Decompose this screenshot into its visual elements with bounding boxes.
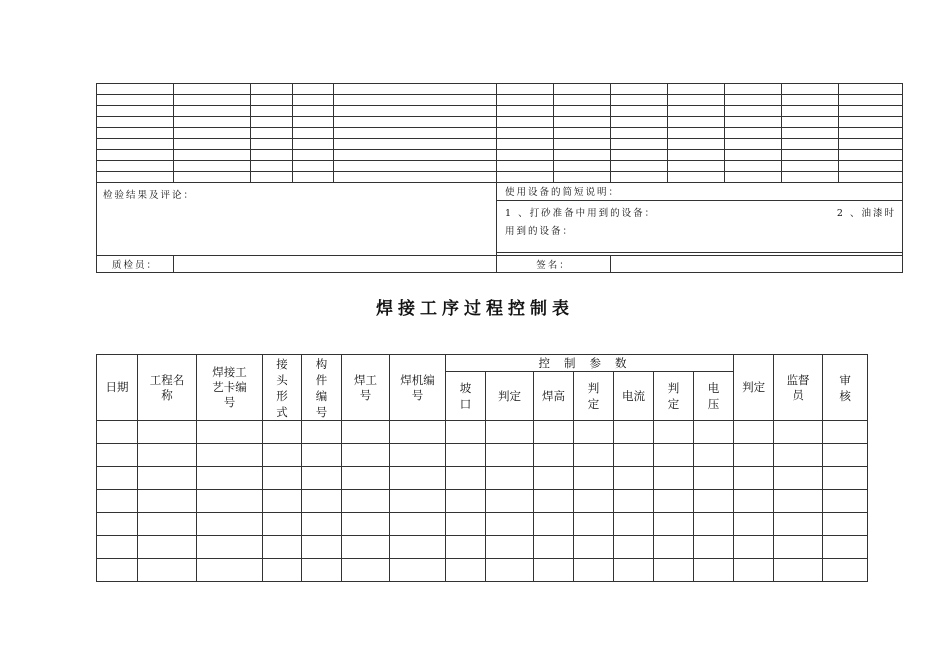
header-wps-no bbox=[197, 355, 263, 421]
subheader-judge-3 bbox=[654, 372, 694, 421]
header-part-no bbox=[302, 355, 342, 421]
header-judge-label: 判定 bbox=[742, 380, 766, 394]
table-row bbox=[97, 490, 868, 513]
header-project-name bbox=[138, 355, 197, 421]
header-welder-no bbox=[342, 355, 390, 421]
table-row bbox=[97, 513, 868, 536]
welding-process-control-table bbox=[96, 354, 868, 582]
header-review bbox=[823, 355, 868, 421]
blank-row bbox=[97, 161, 903, 172]
blank-row bbox=[97, 95, 903, 106]
header-machine-no bbox=[390, 355, 446, 421]
subheader-judge-3-label: 判定 bbox=[667, 381, 680, 411]
header-date bbox=[97, 355, 138, 421]
subheader-judge-1-label: 判定 bbox=[498, 388, 521, 403]
table-row bbox=[97, 559, 868, 582]
subheader-current bbox=[614, 372, 654, 421]
equipment-line1: 1 、打砂准备中用到的设备： bbox=[505, 207, 657, 219]
header-joint-type bbox=[263, 355, 302, 421]
equipment-label-cell bbox=[497, 183, 903, 201]
subheader-weld-height-label: 焊高 bbox=[542, 388, 565, 403]
blank-row bbox=[97, 117, 903, 128]
header-machine-no-label: 焊机编号 bbox=[400, 372, 435, 402]
header-control-params-label: 控制参数 bbox=[538, 355, 641, 370]
subheader-weld-height bbox=[534, 372, 574, 421]
equipment-description-cell bbox=[497, 200, 903, 252]
header-supervisor-label: 监督员 bbox=[786, 372, 810, 402]
subheader-voltage-label: 电压 bbox=[707, 381, 720, 411]
inspector-label: 质检员： bbox=[111, 260, 158, 271]
subheader-judge-2 bbox=[574, 372, 614, 421]
equipment-label: 使用设备的简短说明： bbox=[505, 187, 621, 199]
inspection-result-label: 检验结果及评论： bbox=[103, 190, 196, 201]
sign-label-cell bbox=[497, 256, 611, 273]
equipment-line2: 用到的设备： bbox=[505, 225, 575, 237]
blank-row bbox=[97, 150, 903, 161]
blank-row bbox=[97, 139, 903, 150]
inspection-result-cell bbox=[97, 183, 497, 256]
header-review-label: 审核 bbox=[839, 372, 851, 403]
header-judge bbox=[734, 355, 774, 421]
inspector-value-cell bbox=[174, 256, 497, 273]
header-joint-type-label: 接头形式 bbox=[276, 356, 288, 419]
subheader-current-label: 电流 bbox=[622, 388, 645, 403]
blank-row bbox=[97, 172, 903, 183]
header-part-no-label: 构件编号 bbox=[315, 356, 328, 419]
header-supervisor bbox=[774, 355, 823, 421]
subheader-judge-2-label: 判定 bbox=[587, 381, 600, 411]
header-date-label: 日期 bbox=[105, 380, 129, 394]
header-wps-no-label: 焊接工艺卡编号 bbox=[212, 365, 247, 409]
subheader-judge-1 bbox=[486, 372, 534, 421]
equipment-line1-right: 2 、油漆时 bbox=[836, 207, 896, 219]
table-row bbox=[97, 444, 868, 467]
blank-row bbox=[97, 128, 903, 139]
table-row bbox=[97, 467, 868, 490]
header-welder-no-label: 焊工号 bbox=[353, 372, 377, 402]
table-row bbox=[97, 421, 868, 444]
blank-row bbox=[97, 84, 903, 95]
page-title: 焊接工序过程控制表 bbox=[376, 299, 574, 319]
inspector-label-cell bbox=[97, 256, 174, 273]
subheader-groove bbox=[446, 372, 486, 421]
blank-row bbox=[97, 106, 903, 117]
subheader-groove-label: 坡口 bbox=[459, 381, 472, 411]
inspection-record-table bbox=[96, 83, 903, 273]
sign-value-cell bbox=[611, 256, 903, 273]
header-control-params bbox=[446, 355, 734, 372]
header-project-name-label: 工程名称 bbox=[149, 372, 185, 402]
sign-label: 签名： bbox=[536, 260, 571, 271]
subheader-voltage bbox=[694, 372, 734, 421]
table-row bbox=[97, 536, 868, 559]
